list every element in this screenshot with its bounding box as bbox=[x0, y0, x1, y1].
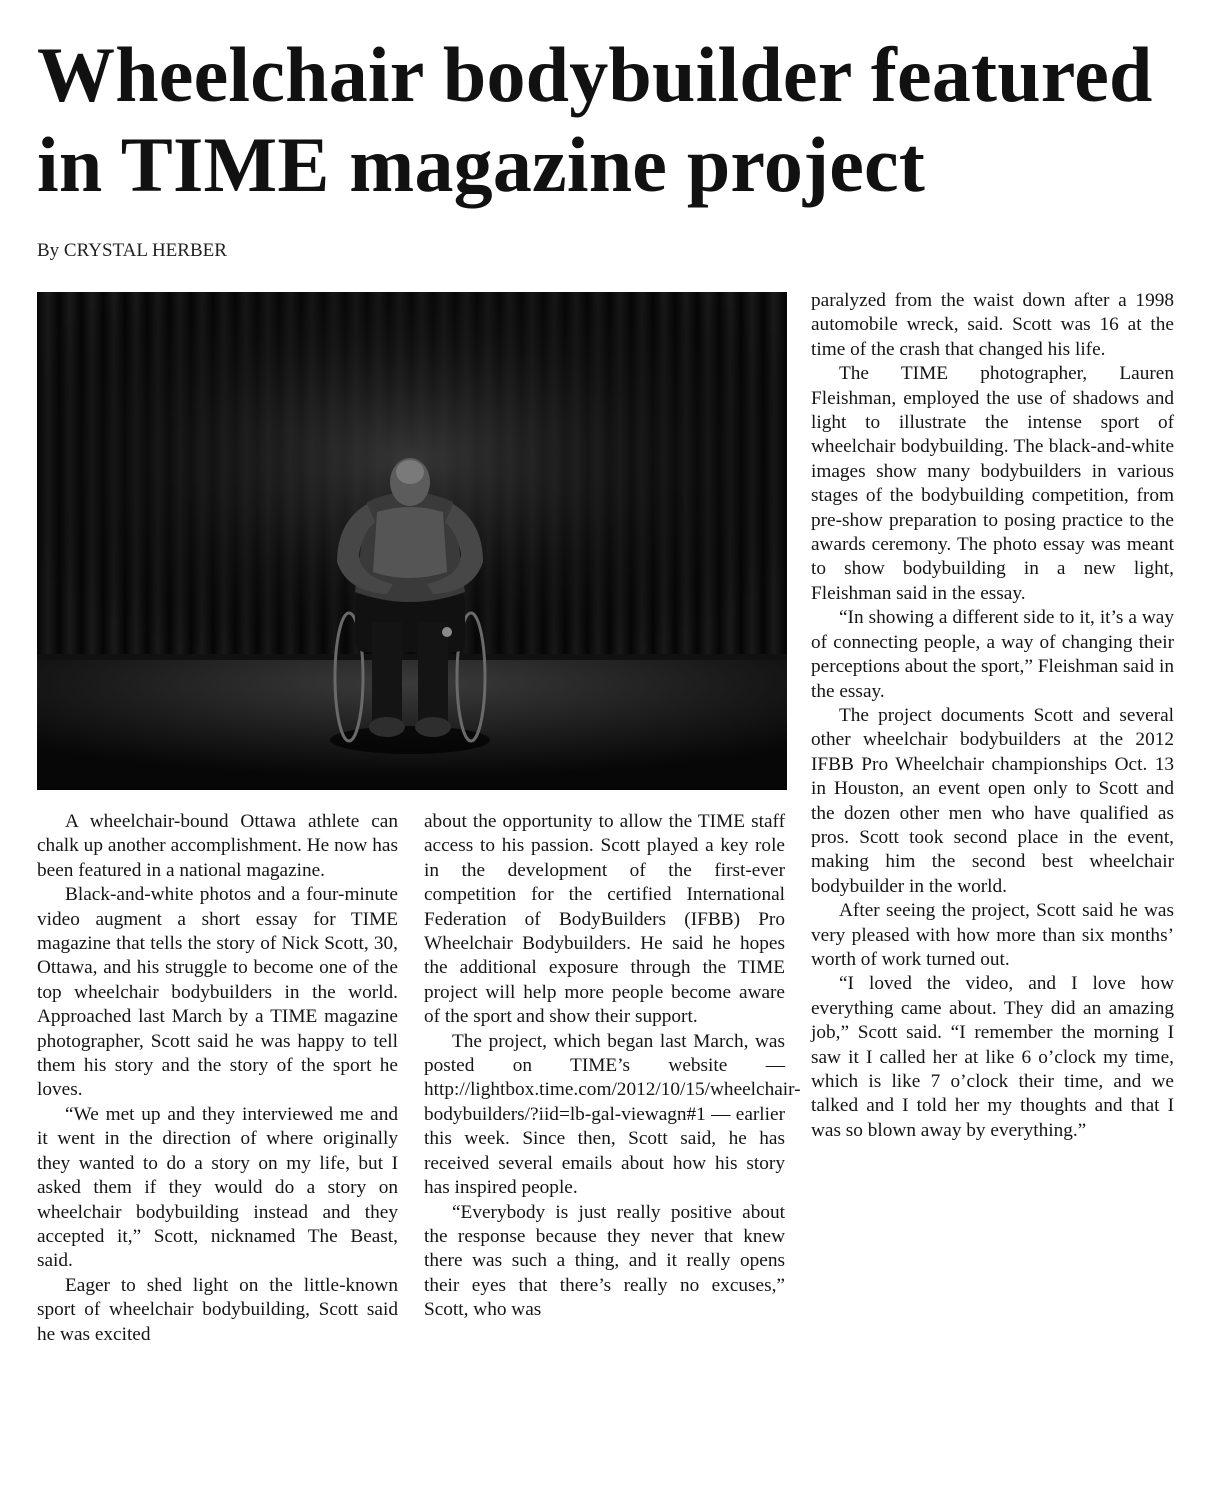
paragraph: “I loved the video, and I love how everything came about. They did an amazing job,” Scott said. “I remember the morning I saw it I called her at like 6 o’clock my time, which is like 7 o’clock their time, and we talked and I told her my thoughts and that I was so blown away by everything.” bbox=[811, 973, 1174, 1141]
byline: By CRYSTAL HERBER bbox=[37, 240, 227, 261]
paragraph: “Everybody is just really positive about the response because they never that knew there was such a thing, and it really opens their eyes that there’s really no excuses,” Scott, who was bbox=[424, 1201, 785, 1321]
paragraph: “We met up and they interviewed me and it went in the direction of where originally they wanted to do a story on my life, but I asked them if they would do a story on wheelchair bodybuilding instead and they accepted it,” Scott, nicknamed The Beast, said. bbox=[37, 1103, 398, 1272]
paragraph: The project documents Scott and several other wheelchair bodybuilders at the 2012 IFBB Pro Wheelchair championships Oct. 13 in Houston, an event open only to Scott and the dozen other men who have qualified as pros. Scott took second place in the event, making him the second best wheelchair bodybuilder in the world. bbox=[811, 704, 1174, 897]
article-photo bbox=[37, 292, 787, 790]
paragraph: The TIME photographer, Lauren Fleishman, employed the use of shadows and light to illustrate the intense sport of wheelchair bodybuilding. The black-and-white images show many bodybuilders in various stages of the bodybuilding competition, from pre-show preparation to posing practice to the awards ceremony. The photo essay was meant to show bodybuilding in a new light, Fleishman said in the essay. bbox=[811, 363, 1174, 604]
paragraph: paralyzed from the waist down after a 1998 automobile wreck, said. Scott was 16 at the time of the crash that changed his life. bbox=[811, 290, 1174, 360]
headline: Wheelchair bodybuilder featured in TIME magazine project bbox=[37, 31, 1153, 208]
article-column-2 bbox=[424, 810, 801, 1323]
paragraph: A wheelchair-bound Ottawa athlete can chalk up another accomplishment. He now has been featured in a national magazine. bbox=[37, 811, 398, 881]
article-column-1 bbox=[37, 810, 398, 1347]
paragraph: After seeing the project, Scott said he was very pleased with how more than six months’ worth of work turned out. bbox=[811, 900, 1174, 970]
paragraph: about the opportunity to allow the TIME staff access to his passion. Scott played a key role in the development of the first-ever competition for the certified International Federation of BodyBuilders (IFBB) Pro Wheelchair Bodybuilders. He said he hopes the additional exposure through the TIME project will help more people become aware of the sport and show their support. bbox=[424, 811, 785, 1028]
article-column-3 bbox=[811, 289, 1174, 1143]
paragraph: “In showing a different side to it, it’s a way of connecting people, a way of changing their perceptions about the sport,” Fleishman said in the essay. bbox=[811, 607, 1174, 702]
paragraph: The project, which began last March, was posted on TIME’s website — http://lightbox.time.com/2012/10/15/wheelchair-bodybuilders/?iid=lb-gal-viewagn#1 — earlier this week. Since then, Scott said, he has received several emails about how his story has inspired people. bbox=[424, 1030, 801, 1199]
paragraph: Eager to shed light on the little-known sport of wheelchair bodybuilding, Scott said he was excited bbox=[37, 1274, 398, 1345]
paragraph: Black-and-white photos and a four-minute video augment a short essay for TIME magazine that tells the story of Nick Scott, 30, Ottawa, and his struggle to become one of the top wheelchair bodybuilders in the world. Approached last March by a TIME magazine photographer, Scott said he was happy to tell them his story and the story of the sport he loves. bbox=[37, 884, 398, 1101]
